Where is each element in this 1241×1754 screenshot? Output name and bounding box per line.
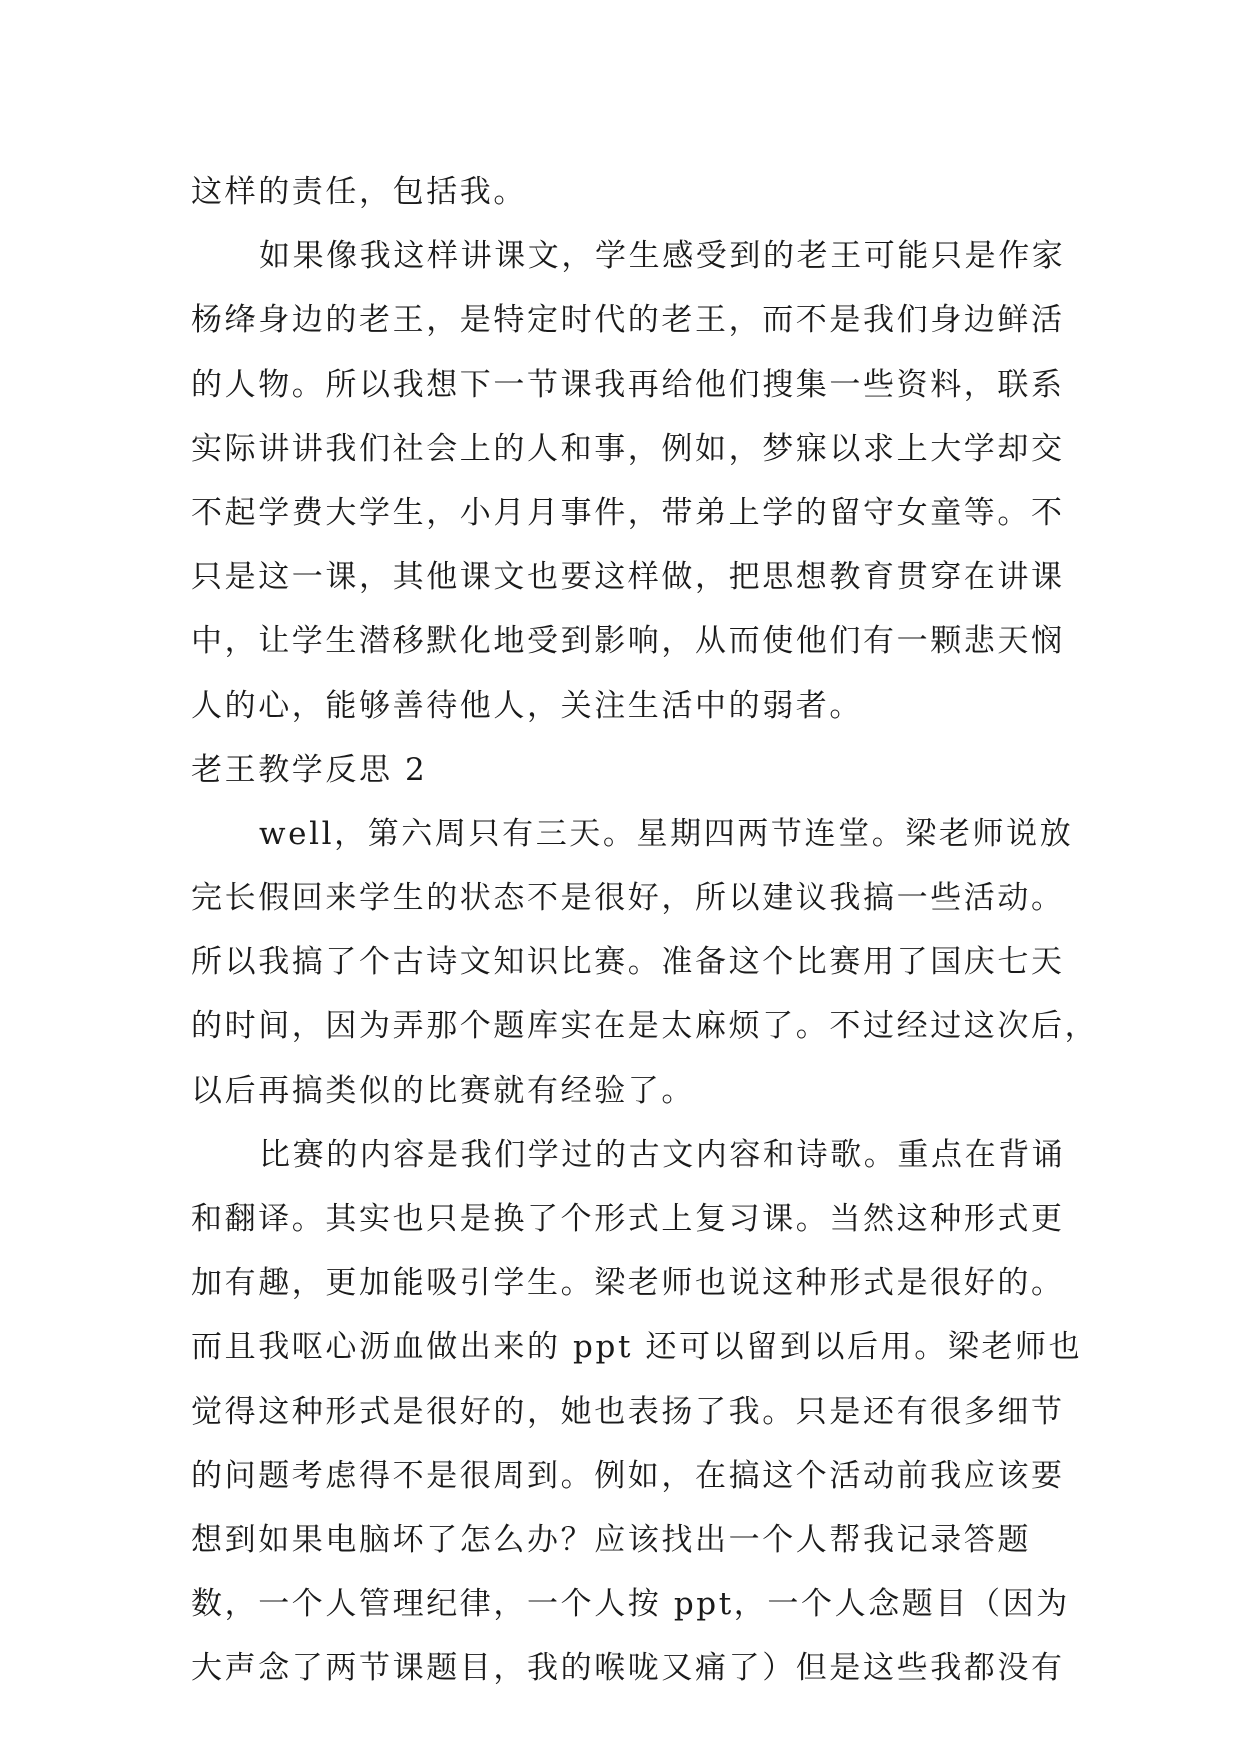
document-body: [191, 160, 1099, 1701]
text-line: 所以我搞了个古诗文知识比赛。准备这个比赛用了国庆七天: [191, 944, 1065, 981]
text-line: 觉得这种形式是很好的，她也表扬了我。只是还有很多细节: [191, 1393, 1065, 1430]
text-line: 的问题考虑得不是很周到。例如，在搞这个活动前我应该要: [191, 1457, 1065, 1494]
text-line: 想到如果电脑坏了怎么办？应该找出一个人帮我记录答题: [191, 1521, 1031, 1558]
text-line: 中，让学生潜移默化地受到影响，从而使他们有一颗悲天悯: [191, 623, 1065, 660]
text-line: 而且我呕心沥血做出来的 ppt 还可以留到以后用。梁老师也: [191, 1329, 1083, 1366]
text-line: 不起学费大学生，小月月事件，带弟上学的留守女童等。不: [191, 494, 1065, 531]
text-line: 和翻译。其实也只是换了个形式上复习课。当然这种形式更: [191, 1201, 1065, 1237]
text-line: 加有趣，更加能吸引学生。梁老师也说这种形式是很好的。: [191, 1265, 1065, 1302]
text-line: 只是这一课，其他课文也要这样做，把思想教育贯穿在讲课: [191, 559, 1065, 596]
text-line: 的人物。所以我想下一节课我再给他们搜集一些资料，联系: [191, 366, 1065, 403]
text-line: 人的心，能够善待他人，关注生活中的弱者。: [191, 687, 863, 724]
paragraph-start-line: well，第六周只有三天。星期四两节连堂。梁老师说放: [259, 815, 1074, 852]
text-line: 的时间，因为弄那个题库实在是太麻烦了。不过经过这次后，: [191, 1008, 1099, 1045]
paragraph-start-line: 如果像我这样讲课文，学生感受到的老王可能只是作家: [259, 238, 1066, 275]
text-line: 数，一个人管理纪律，一个人按 ppt，一个人念题目（因为: [191, 1586, 1070, 1623]
text-line: 这样的责任，包括我。: [191, 174, 527, 210]
paragraph-start-line: 比赛的内容是我们学过的古文内容和诗歌。重点在背诵: [259, 1136, 1066, 1173]
text-line: 以后再搞类似的比赛就有经验了。: [191, 1072, 695, 1109]
text-line: 大声念了两节课题目，我的喉咙又痛了）但是这些我都没有: [191, 1650, 1065, 1687]
section-heading: 老王教学反思 2: [191, 751, 428, 788]
text-line: 杨绛身边的老王，是特定时代的老王，而不是我们身边鲜活: [191, 302, 1065, 339]
text-line: 实际讲讲我们社会上的人和事，例如，梦寐以求上大学却交: [191, 430, 1065, 467]
text-line: 完长假回来学生的状态不是很好，所以建议我搞一些活动。: [191, 880, 1065, 917]
